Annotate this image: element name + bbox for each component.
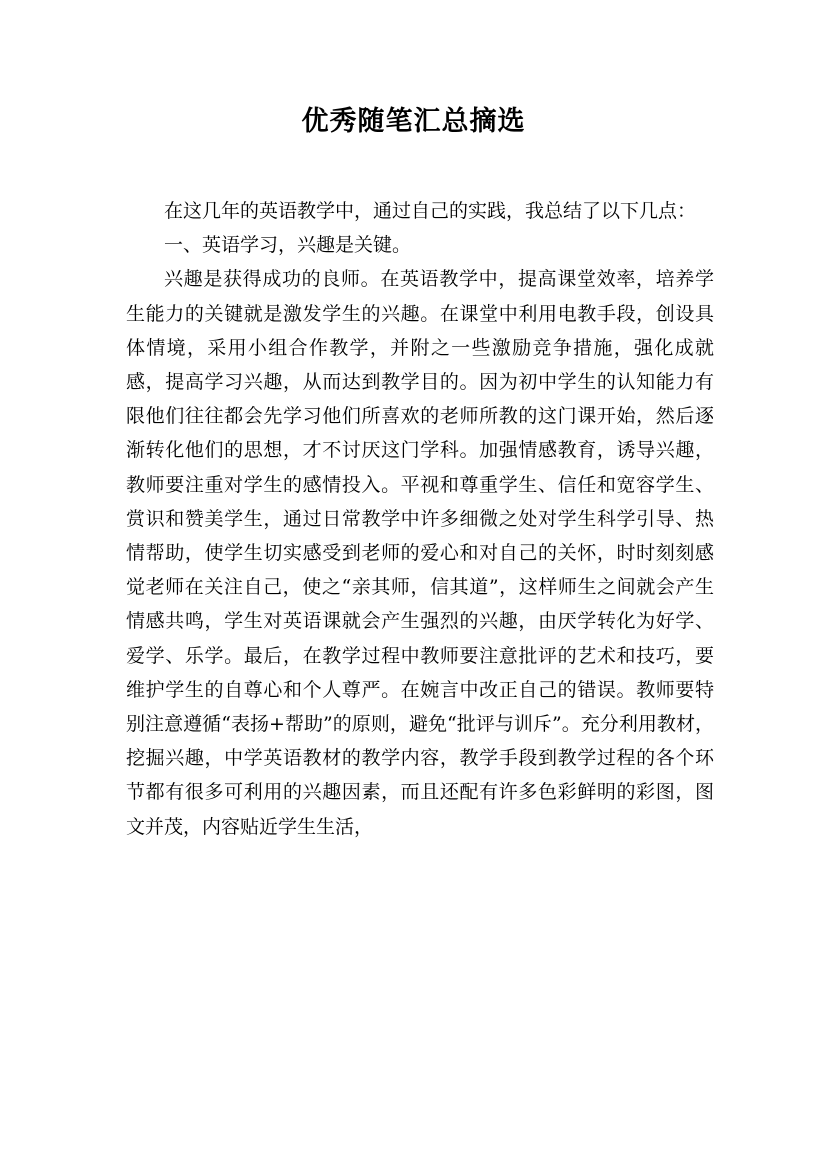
paragraph-heading-1: 一、英语学习，兴趣是关键。 [164, 234, 412, 257]
document-body [126, 194, 714, 844]
paragraph-interest: 兴趣是获得成功的良师。在英语教学中，提高课堂效率，培养学生能力的关键就是激发学生的兴趣。在课堂中利用电教手段，创设具体情境，采用小组合作教学，并附之一些激励竞争措施，强化成就感，提高学习兴趣，从而达到教学目的。因为初中学生的认知能力有限他们往往都会先学习他们所喜欢的老师所教的这门课开始，然后逐渐转化他们的思想，才不讨厌这门学科。加强情感教育，诱导兴趣，教师要注重对学生的感情投入。平视和尊重学生、信任和宽容学生、赏识和赞美学生，通过日常教学中许多细微之处对学生科学引导、热情帮助，使学生切实感受到老师的爱心和对自己的关怀，时时刻刻感觉老师在关注自己，使之“亲其师，信其道”，这样师生之间就会产生情感共鸣，学生对英语课就会产生强烈的兴趣，由厌学转化为好学、爱学、乐学。最后，在教学过程中教师要注意批评的艺术和技巧，要维护学生的自尊心和个人尊严。在婉言中改正自己的错误。教师要特别注意遵循“表扬+帮助”的原则，避免“批评与训斥”。充分利用教材，挖掘兴趣，中学英语教材的教学内容，教学手段到教学过程的各个环节都有很多可利用的兴趣因素，而且还配有许多色彩鲜明的彩图，图文并茂，内容贴近学生生活， [126, 268, 714, 838]
paragraph-intro: 在这几年的英语教学中，通过自己的实践，我总结了以下几点： [164, 200, 697, 222]
document-title: 优秀随笔汇总摘选 [301, 106, 526, 137]
